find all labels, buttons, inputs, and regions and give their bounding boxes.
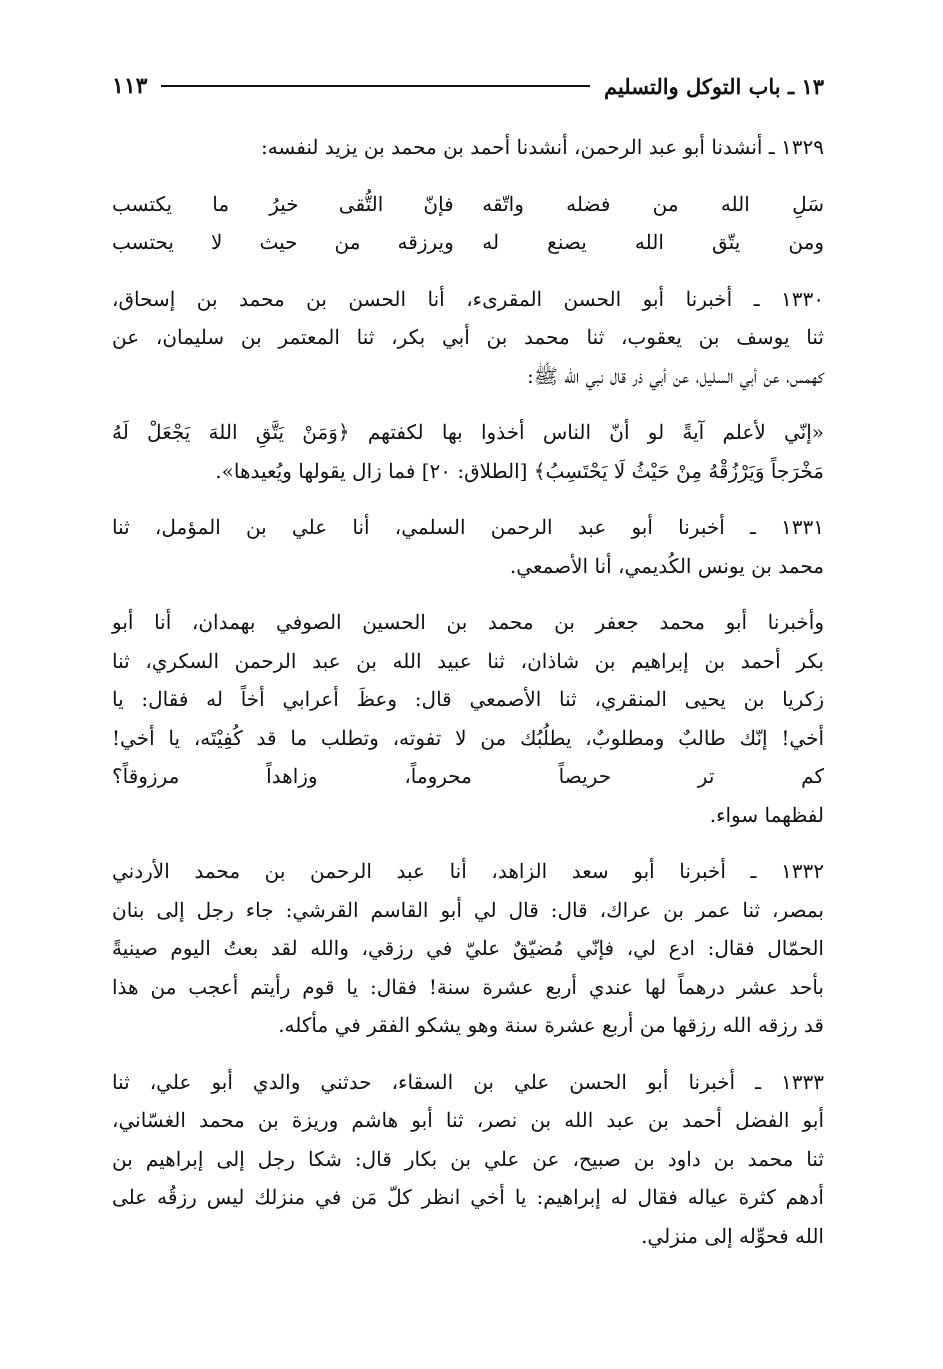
text-line: الحمّال فقال: ادع لي، فإنّي مُضيّقٌ عليّ في رزقي، والله لقد بعتُ اليوم صينيةً xyxy=(112,936,824,960)
text-line: وأخبرنا أبو محمد جعفر بن محمد بن الحسين الصوفي بهمدان، أنا أبو xyxy=(112,610,824,634)
verse-second-hemistich: ويرزقه من حيث لا يحتسب xyxy=(112,230,454,254)
paragraph xyxy=(112,128,824,167)
text-line: ١٣٣٠ ـ أخبرنا أبو الحسن المقرىء، أنا الحسن بن محمد بن إسحاق، xyxy=(112,286,824,311)
text-line: قد رزقه الله رزقها من أربع عشرة سنة وهو يشكو الفقر في مأكله. xyxy=(278,1013,824,1037)
text-line: الله فحوِّله إلى منزلي. xyxy=(641,1223,824,1248)
verse-first-hemistich: ومن يتّق الله يصنع له xyxy=(482,230,824,254)
text-line: بكر أحمد بن إبراهيم بن شاذان، ثنا عبيد الله بن عبد الرحمن السكري، ثنا xyxy=(112,648,824,673)
text-line: ثنا يوسف بن يعقوب، ثنا محمد بن أبي بكر، ثنا المعتمر بن سليمان، عن xyxy=(112,325,824,349)
page-number: ١١٣ xyxy=(112,73,148,99)
text-line: أخي! إنّك طالبٌ ومطلوبٌ، يطلُبُك من لا تفوته، وتطلب ما قد كُفِيْتَه، يا أخي! xyxy=(112,725,824,750)
paragraph xyxy=(112,852,824,1045)
paragraph xyxy=(112,508,824,585)
text-line: ١٣٣١ ـ أخبرنا أبو عبد الرحمن السلمي، أنا علي بن المؤمل، ثنا xyxy=(112,515,824,539)
page-header xyxy=(112,68,824,104)
text-line: محمد بن يونس الكُديمي، أنا الأصمعي. xyxy=(509,553,824,578)
header-rule xyxy=(161,85,590,87)
text-line: زكريا بن يحيى المنقري، ثنا الأصمعي قال: وعظَ أعرابي أخاً له فقال: يا xyxy=(112,687,824,711)
text-line: مَخْرَجاً وَيَرْزُقْهُ مِنْ حَيْثُ لَا يَحْتَسِبُ﴾ [الطلاق: ٢٠] فما زال يقولها ويُعيدها». xyxy=(215,458,824,483)
text-line: ١٣٣٣ ـ أخبرنا أبو الحسن علي بن السقاء، حدثني والدي أبو علي، ثنا xyxy=(112,1069,824,1094)
page-body xyxy=(112,128,824,1273)
poem xyxy=(112,185,824,262)
text-line: بمصر، ثنا عمر بن عراك، قال: قال لي أبو القاسم القرشي: جاء رجل إلى بنان xyxy=(112,897,824,922)
text-line: ١٣٢٩ ـ أنشدنا أبو عبد الرحمن، أنشدنا أحمد بن محمد بن يزيد لنفسه: xyxy=(260,135,824,159)
poem-verse xyxy=(112,223,824,262)
verse-second-hemistich: فإنّ التُّقى خيرُ ما يكتسب xyxy=(112,191,454,216)
text-line: أدهم كثرة عياله فقال له إبراهيم: يا أخي انظر كلّ مَن في منزلك ليس رزقُه على xyxy=(112,1185,824,1209)
text-line: أبو الفضل أحمد بن عبد الله بن نصر، ثنا أبو هاشم وريزة بن محمد الغسّاني، xyxy=(112,1108,825,1132)
text-line: لفظهما سواء. xyxy=(709,802,824,827)
poem-verse xyxy=(112,185,824,224)
text-line: بأحد عشر درهماً لها عندي أربع عشرة سنة! فقال: يا قوم رأيتم أعجب من هذا xyxy=(112,974,824,999)
text-line: «إنّي لأعلم آيةً لو أنّ الناس أخذوا بها لكفتهم ﴿وَمَنْ يَتَّقِ اللهَ يَجْعَلْ لَهُ xyxy=(112,420,824,444)
text-line: ثنا محمد بن داود بن صبيح، عن علي بن بكار قال: شكا رجل إلى إبراهيم بن xyxy=(112,1146,824,1171)
paragraph xyxy=(112,413,824,490)
paragraph xyxy=(112,280,824,396)
paragraph xyxy=(112,1063,824,1256)
verse-first-hemistich: سَلِ الله من فضله واتّقه xyxy=(482,191,824,216)
chapter-title: ١٣ ـ باب التوكل والتسليم xyxy=(603,73,824,99)
text-line: كهمس، عن أبي السليل، عن أبي ذر قال نبي الله ﷺ: xyxy=(527,363,824,388)
text-line: ١٣٣٢ ـ أخبرنا أبو سعد الزاهد، أنا عبد الرحمن بن محمد الأردني xyxy=(112,859,824,883)
paragraph xyxy=(112,603,824,834)
text-line: كم تر حريصاً محروماً، وزاهداً مرزوقاً؟ xyxy=(112,764,824,788)
